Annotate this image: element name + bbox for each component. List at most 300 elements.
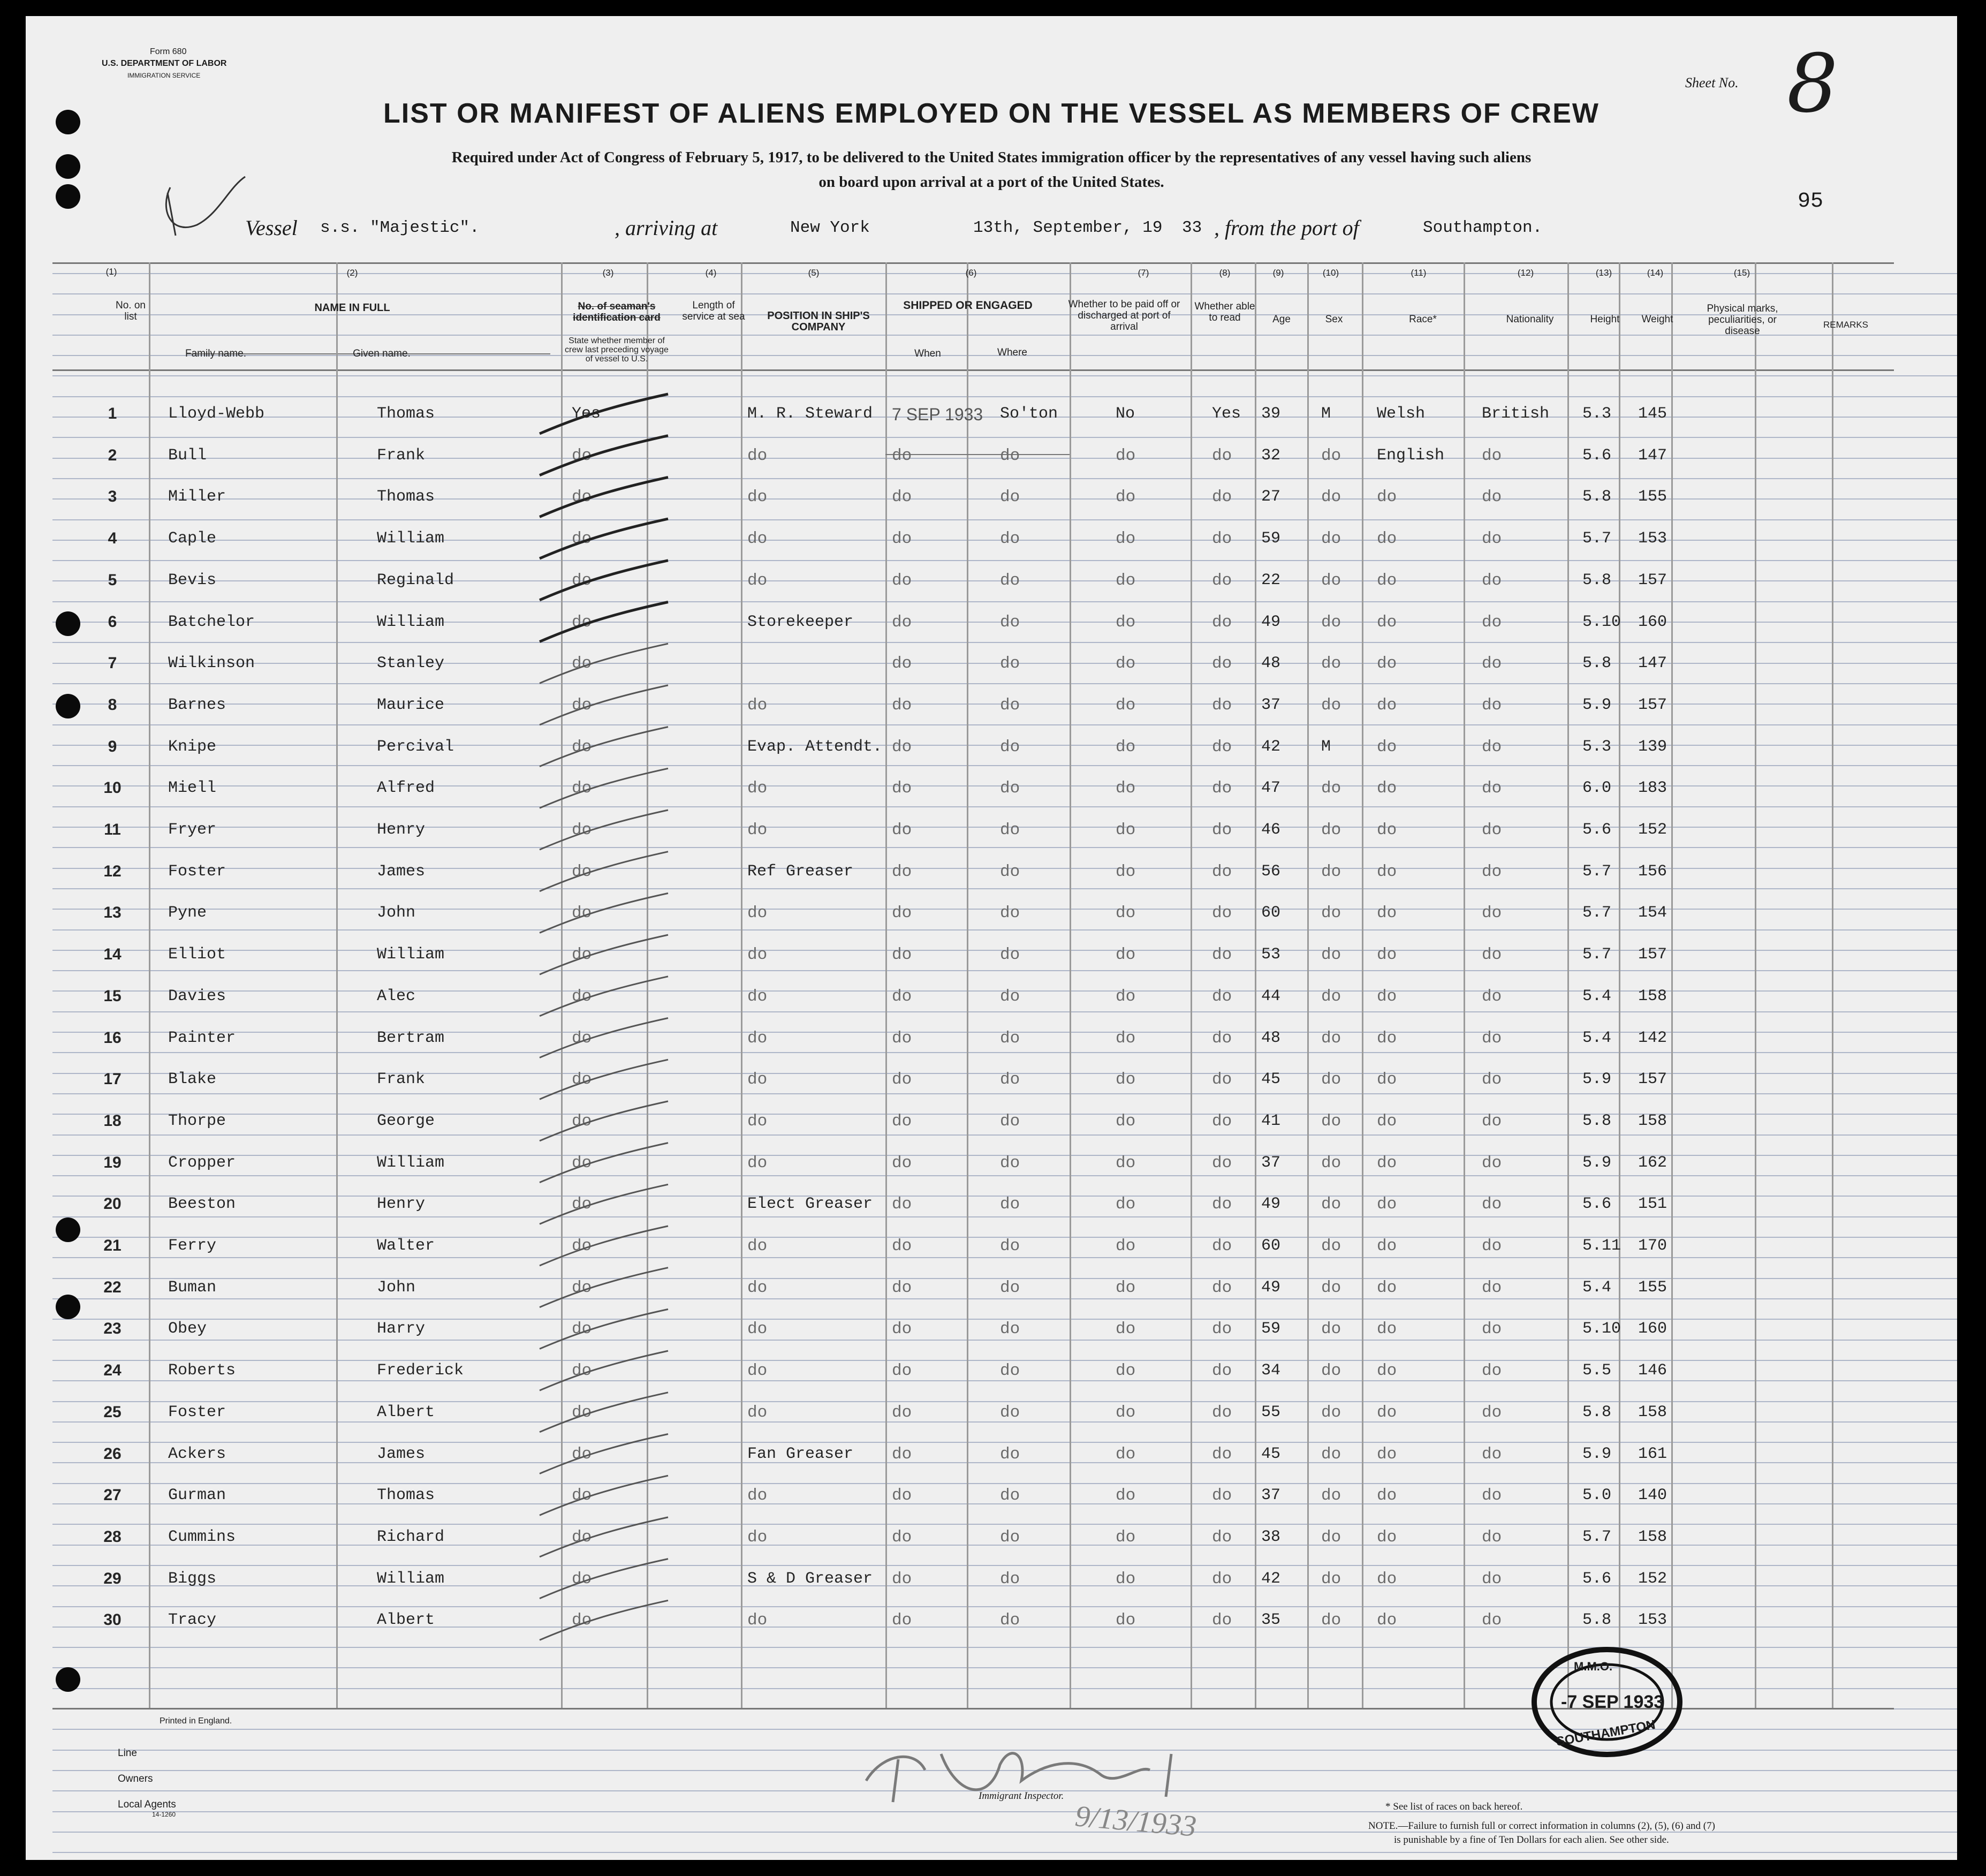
race: do [1377, 571, 1397, 590]
check-slash [540, 935, 668, 974]
shipped-when: do [892, 1528, 912, 1547]
age: 59 [1261, 529, 1281, 548]
shipped-when: do [892, 1320, 912, 1338]
table-row [26, 738, 1957, 781]
header-position: POSITION IN SHIP'S COMPANY [767, 310, 870, 333]
able-to-read: do [1212, 613, 1232, 632]
age: 44 [1261, 987, 1281, 1005]
family-name: Elliot [168, 945, 226, 964]
sex: do [1321, 1154, 1341, 1172]
col-num: (7) [1138, 268, 1149, 278]
nationality: do [1482, 1070, 1502, 1089]
table-row [26, 1112, 1957, 1155]
family-name: Davies [168, 987, 226, 1005]
nationality: do [1482, 821, 1502, 839]
family-name: Beeston [168, 1195, 236, 1213]
height: 5.8 [1582, 1611, 1612, 1629]
id-card: do [572, 1070, 592, 1089]
check-slash [540, 893, 668, 933]
shipped-where: do [1000, 987, 1020, 1006]
position: do [747, 1154, 768, 1172]
able-to-read: do [1212, 447, 1232, 465]
position: do [747, 1403, 768, 1422]
family-name: Ackers [168, 1445, 226, 1463]
shipped-where: do [1000, 1154, 1020, 1172]
family-name: Foster [168, 1403, 226, 1421]
id-card: do [572, 1528, 592, 1547]
sex: do [1321, 1279, 1341, 1297]
given-name: William [377, 945, 445, 964]
check-slash [540, 768, 668, 808]
paid-off: do [1116, 488, 1136, 506]
weight: 154 [1638, 904, 1667, 922]
table-row [26, 1279, 1957, 1321]
race: do [1377, 1403, 1397, 1422]
shipped-when: do [892, 1112, 912, 1131]
age: 37 [1261, 696, 1281, 714]
paid-off: do [1116, 863, 1136, 881]
height: 5.6 [1582, 1570, 1612, 1588]
able-to-read: do [1212, 738, 1232, 757]
vessel-name: s.s. "Majestic". [320, 218, 480, 237]
given-name: Alec [377, 987, 416, 1005]
table-row [26, 447, 1957, 489]
sex: do [1321, 1445, 1341, 1464]
paid-off: do [1116, 1070, 1136, 1089]
height: 5.6 [1582, 821, 1612, 839]
sex: do [1321, 1528, 1341, 1547]
race: English [1377, 447, 1445, 465]
row-number: 29 [103, 1570, 122, 1587]
id-card: do [572, 1361, 592, 1380]
able-to-read: do [1212, 987, 1232, 1006]
paid-off: do [1116, 654, 1136, 673]
given-name: William [377, 529, 445, 548]
row-number: 13 [103, 904, 122, 921]
header-nationality: Nationality [1506, 314, 1554, 325]
sex: M [1321, 405, 1331, 423]
table-row [26, 821, 1957, 864]
sex: do [1321, 1320, 1341, 1338]
shipped-where: So'ton [1000, 405, 1058, 423]
position: do [747, 1320, 768, 1338]
row-number: 22 [103, 1279, 122, 1296]
form-number: Form 680 [150, 47, 187, 56]
shipped-when: do [892, 779, 912, 798]
shipped-when: do [892, 738, 912, 757]
height: 5.9 [1582, 696, 1612, 714]
given-name: Walter [377, 1237, 435, 1255]
height: 6.0 [1582, 779, 1612, 797]
age: 53 [1261, 945, 1281, 964]
weight: 155 [1638, 1279, 1667, 1297]
race: do [1377, 945, 1397, 964]
age: 22 [1261, 571, 1281, 589]
nationality: do [1482, 1403, 1502, 1422]
check-slash [540, 519, 668, 558]
check-slash [540, 727, 668, 767]
shipped-when: do [892, 654, 912, 673]
height: 5.6 [1582, 1195, 1612, 1213]
family-name: Painter [168, 1029, 236, 1047]
check-slash [540, 1018, 668, 1058]
nationality: do [1482, 1445, 1502, 1464]
check-slash [540, 1101, 668, 1141]
paid-off: do [1116, 1445, 1136, 1464]
paid-off: do [1116, 779, 1136, 798]
row-number: 3 [108, 488, 117, 505]
position: do [747, 488, 768, 506]
southampton-stamp [1531, 1646, 1683, 1758]
height: 5.10 [1582, 613, 1621, 631]
table-top-rule [52, 262, 1894, 264]
sex: do [1321, 945, 1341, 964]
sex: do [1321, 904, 1341, 922]
paid-off: do [1116, 1195, 1136, 1214]
weight: 156 [1638, 863, 1667, 881]
shipped-when: do [892, 571, 912, 590]
row-number: 4 [108, 529, 117, 547]
shipped-when: do [892, 863, 912, 881]
form-code: 14-1260 [152, 1811, 176, 1818]
age: 60 [1261, 904, 1281, 922]
id-card: do [572, 1445, 592, 1464]
table-row [26, 1528, 1957, 1571]
id-card: do [572, 1279, 592, 1297]
check-slash [540, 1060, 668, 1099]
header-name-in-full: NAME IN FULL [314, 302, 390, 314]
col-num: (2) [346, 268, 358, 278]
shipped-when: do [892, 987, 912, 1006]
subtitle-line-2: on board upon arrival at a port of the United States. [818, 173, 1164, 191]
punch-hole [56, 1667, 80, 1692]
shipped-where: do [1000, 945, 1020, 964]
weight: 157 [1638, 945, 1667, 964]
race: do [1377, 654, 1397, 673]
nationality: do [1482, 529, 1502, 548]
race: do [1377, 1195, 1397, 1214]
paid-off: do [1116, 1361, 1136, 1380]
nationality: do [1482, 1486, 1502, 1505]
shipped-when: do [892, 945, 912, 964]
race: do [1377, 696, 1397, 715]
sex: do [1321, 488, 1341, 506]
height: 5.4 [1582, 1279, 1612, 1297]
height: 5.7 [1582, 1528, 1612, 1546]
sex: do [1321, 1070, 1341, 1089]
height: 5.8 [1582, 571, 1612, 589]
position: do [747, 447, 768, 465]
paid-off: do [1116, 1403, 1136, 1422]
shipped-when: do [892, 904, 912, 922]
shipped-when: do [892, 1445, 912, 1464]
shipped-when: do [892, 1611, 912, 1630]
race: do [1377, 987, 1397, 1006]
row-number: 6 [108, 613, 117, 631]
height: 5.4 [1582, 987, 1612, 1005]
race: do [1377, 488, 1397, 506]
race: do [1377, 904, 1397, 922]
family-name: Pyne [168, 904, 207, 922]
stamp-date: -7 SEP 1933 [1561, 1692, 1664, 1712]
race: do [1377, 1528, 1397, 1547]
col-num: (4) [705, 268, 717, 278]
given-name: Frederick [377, 1361, 464, 1380]
row-number: 21 [103, 1237, 122, 1254]
table-row [26, 654, 1957, 697]
check-slash [540, 1476, 668, 1515]
given-name: James [377, 1445, 426, 1463]
shipped-when: do [892, 696, 912, 715]
age: 48 [1261, 1029, 1281, 1047]
shipped-where: do [1000, 821, 1020, 839]
paid-off: do [1116, 1112, 1136, 1131]
family-name: Fryer [168, 821, 217, 839]
manifest-sheet [26, 16, 1957, 1860]
table-row [26, 488, 1957, 531]
weight: 146 [1638, 1361, 1667, 1380]
table-row [26, 779, 1957, 822]
row-number: 1 [108, 405, 117, 422]
table-row [26, 1070, 1957, 1113]
row-number: 15 [103, 987, 122, 1005]
stamp-top: M.M.O. [1574, 1660, 1613, 1673]
header-id-card: No. of seaman's identification card [573, 301, 661, 323]
position: do [747, 1070, 768, 1089]
sex: do [1321, 1570, 1341, 1588]
shipped-when: do [892, 529, 912, 548]
able-to-read: do [1212, 1611, 1232, 1630]
position: do [747, 1029, 768, 1048]
paid-off: do [1116, 1279, 1136, 1297]
height: 5.0 [1582, 1486, 1612, 1504]
age: 49 [1261, 1279, 1281, 1297]
height: 5.7 [1582, 904, 1612, 922]
shipped-where: do [1000, 1528, 1020, 1547]
subtitle-line-1: Required under Act of Congress of February 5, 1917, to be delivered to the United States immigration officer by the representatives of any vessel having such aliens [451, 149, 1532, 166]
able-to-read: do [1212, 529, 1232, 548]
given-name: Richard [377, 1528, 445, 1546]
sex: do [1321, 1361, 1341, 1380]
age: 47 [1261, 779, 1281, 797]
family-name: Lloyd-Webb [168, 405, 265, 423]
given-name: Stanley [377, 654, 445, 672]
race: do [1377, 738, 1397, 757]
row-number: 17 [103, 1070, 122, 1088]
shipped-where: do [1000, 904, 1020, 922]
col-num: (11) [1411, 268, 1427, 278]
shipped-when: do [892, 447, 912, 465]
family-name: Roberts [168, 1361, 236, 1380]
able-to-read: do [1212, 571, 1232, 590]
id-card: do [572, 987, 592, 1006]
age: 42 [1261, 738, 1281, 756]
race: do [1377, 821, 1397, 839]
given-name: John [377, 904, 416, 922]
shipped-when: do [892, 1070, 912, 1089]
nationality: do [1482, 613, 1502, 632]
family-name: Buman [168, 1279, 217, 1297]
header-when: When [914, 348, 941, 359]
able-to-read: do [1212, 1154, 1232, 1172]
given-name: Reginald [377, 571, 454, 589]
shipped-where: do [1000, 1279, 1020, 1297]
nationality: do [1482, 447, 1502, 465]
weight: 147 [1638, 654, 1667, 672]
position: Fan Greaser [747, 1445, 854, 1463]
race: do [1377, 1445, 1397, 1464]
height: 5.10 [1582, 1320, 1621, 1338]
row-number: 11 [104, 821, 121, 838]
given-name: Alfred [377, 779, 435, 797]
family-name: Gurman [168, 1486, 226, 1504]
header-race: Race* [1409, 314, 1437, 325]
paid-off: No [1116, 405, 1135, 423]
nationality: do [1482, 654, 1502, 673]
weight: 151 [1638, 1195, 1667, 1213]
arrival-port: New York [790, 218, 870, 237]
table-row [26, 904, 1957, 947]
able-to-read: do [1212, 779, 1232, 798]
shipped-when: do [892, 1570, 912, 1588]
nationality: do [1482, 1611, 1502, 1630]
id-card: do [572, 945, 592, 964]
age: 49 [1261, 613, 1281, 631]
shipped-when: do [892, 1154, 912, 1172]
family-name: Bevis [168, 571, 217, 589]
race: Welsh [1377, 405, 1426, 423]
header-paid-off: Whether to be paid off or discharged at port of arrival [1068, 299, 1180, 332]
given-name: Maurice [377, 696, 445, 714]
row-number: 24 [103, 1361, 122, 1379]
header-sex: Sex [1325, 314, 1343, 325]
arrival-year: 33 [1182, 218, 1202, 237]
nationality: do [1482, 1570, 1502, 1588]
id-card: do [572, 821, 592, 839]
position: do [747, 571, 768, 590]
table-row [26, 1320, 1957, 1363]
sex: do [1321, 1611, 1341, 1630]
given-name: Percival [377, 738, 454, 756]
id-card: do [572, 529, 592, 548]
id-card: do [572, 1029, 592, 1048]
id-card: do [572, 488, 592, 506]
paid-off: do [1116, 1154, 1136, 1172]
height: 5.11 [1582, 1237, 1621, 1255]
shipped-where: do [1000, 1486, 1020, 1505]
position: M. R. Steward [747, 405, 873, 423]
id-card: do [572, 1403, 592, 1422]
nationality: do [1482, 571, 1502, 590]
check-slash [540, 810, 668, 850]
height: 5.6 [1582, 447, 1612, 465]
race: do [1377, 1112, 1397, 1131]
nationality: do [1482, 779, 1502, 798]
side-number: 95 [1798, 190, 1824, 214]
col-num: (15) [1733, 268, 1750, 278]
vessel-label: Vessel [245, 216, 298, 240]
nationality: do [1482, 987, 1502, 1006]
height: 5.5 [1582, 1361, 1612, 1380]
able-to-read: do [1212, 1279, 1232, 1297]
nationality: do [1482, 1029, 1502, 1048]
race: do [1377, 1361, 1397, 1380]
shipped-where: do [1000, 1320, 1020, 1338]
table-row [26, 529, 1957, 572]
weight: 160 [1638, 1320, 1667, 1338]
col-num: (3) [602, 268, 614, 278]
height: 5.3 [1582, 738, 1612, 756]
given-name: George [377, 1112, 435, 1130]
col-num: (12) [1517, 268, 1534, 278]
shipped-when: do [892, 1486, 912, 1505]
paid-off: do [1116, 1528, 1136, 1547]
age: 27 [1261, 488, 1281, 506]
col-num: (5) [808, 268, 820, 278]
age: 60 [1261, 1237, 1281, 1255]
shipped-when: do [892, 1195, 912, 1214]
position: do [747, 904, 768, 922]
age: 41 [1261, 1112, 1281, 1130]
family-name: Foster [168, 863, 226, 881]
shipped-when: do [892, 821, 912, 839]
col-num: (1) [105, 267, 117, 277]
height: 5.9 [1582, 1154, 1612, 1172]
weight: 158 [1638, 1528, 1667, 1546]
able-to-read: do [1212, 1320, 1232, 1338]
sex: do [1321, 529, 1341, 548]
printed-in-england: Printed in England. [160, 1716, 232, 1726]
id-card: do [572, 1112, 592, 1131]
table-row [26, 613, 1957, 656]
able-to-read: do [1212, 1070, 1232, 1089]
sex: do [1321, 654, 1341, 673]
race: do [1377, 1029, 1397, 1048]
races-note: * See list of races on back hereof. [1385, 1801, 1523, 1812]
row-number: 19 [103, 1154, 122, 1171]
line-label: Line [118, 1748, 137, 1759]
shipped-when: 7 SEP 1933 [892, 405, 983, 424]
row-number: 7 [108, 654, 117, 672]
able-to-read: do [1212, 1029, 1232, 1048]
shipped-when: do [892, 488, 912, 506]
row-number: 27 [103, 1486, 122, 1504]
nationality: British [1482, 405, 1550, 423]
paid-off: do [1116, 1029, 1136, 1048]
paid-off: do [1116, 529, 1136, 548]
weight: 183 [1638, 779, 1667, 797]
sex: do [1321, 863, 1341, 881]
table-row [26, 1154, 1957, 1197]
row-number: 26 [103, 1445, 122, 1463]
given-name: Albert [377, 1611, 435, 1629]
shipped-when: do [892, 1361, 912, 1380]
family-name: Biggs [168, 1570, 217, 1588]
note-line-1: NOTE.—Failure to furnish full or correct information in columns (2), (5), (6) and (7) [1368, 1820, 1715, 1832]
header-remarks: REMARKS [1823, 320, 1869, 330]
table-row [26, 571, 1957, 614]
sex: do [1321, 779, 1341, 798]
shipped-where: do [1000, 571, 1020, 590]
family-name: Miell [168, 779, 217, 797]
position: do [747, 1611, 768, 1630]
weight: 142 [1638, 1029, 1667, 1047]
table-row [26, 1237, 1957, 1280]
height: 5.7 [1582, 945, 1612, 964]
shipped-where: do [1000, 779, 1020, 798]
inspector-label: Immigrant Inspector. [979, 1790, 1064, 1802]
paid-off: do [1116, 821, 1136, 839]
